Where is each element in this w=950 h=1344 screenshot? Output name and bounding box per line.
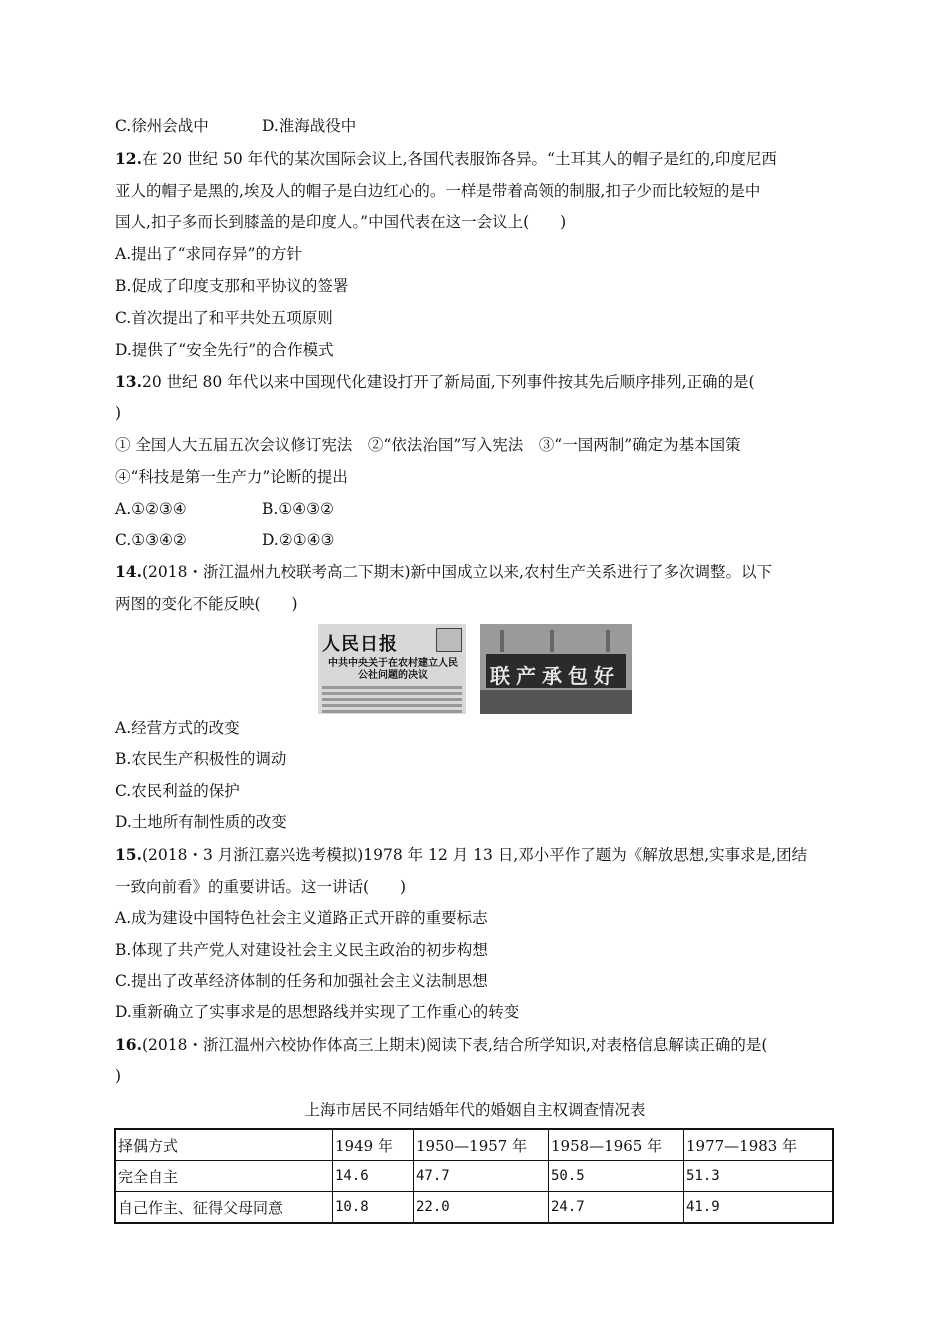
table-cell: 41.9 bbox=[684, 1192, 834, 1224]
q14-number: 14. bbox=[115, 562, 142, 581]
table-cell: 51.3 bbox=[684, 1161, 834, 1192]
table-caption: 上海市居民不同结婚年代的婚姻自主权调查情况表 bbox=[304, 1101, 646, 1119]
survey-table bbox=[114, 1128, 834, 1224]
table-cell: 22.0 bbox=[414, 1192, 549, 1224]
q15-option-a: A.成为建设中国特色社会主义道路正式开辟的重要标志 bbox=[115, 909, 488, 927]
table-row bbox=[115, 1192, 833, 1224]
q14-option-b: B.农民生产积极性的调动 bbox=[115, 750, 287, 768]
q15-stem-line-1: 15.(2018・3 月浙江嘉兴选考模拟)1978 年 12 月 13 日,邓小平作了题为《解放思想,实事求是,团结 bbox=[115, 845, 808, 864]
table-cell: 47.7 bbox=[414, 1161, 549, 1192]
table-cell: 14.6 bbox=[333, 1161, 414, 1192]
banner-text: 联产承包好 bbox=[490, 664, 620, 688]
q14-stem-line-2: 两图的变化不能反映( ) bbox=[115, 595, 298, 613]
contract-banner-photo bbox=[480, 624, 632, 714]
q14-option-c: C.农民利益的保护 bbox=[115, 782, 240, 800]
q11-option-d: D.淮海战役中 bbox=[262, 117, 357, 135]
q12-stem-line-3: 国人,扣子多而长到膝盖的是印度人。”中国代表在这一会议上( ) bbox=[115, 213, 567, 231]
table-cell: 50.5 bbox=[549, 1161, 684, 1192]
q15-number: 15. bbox=[115, 845, 142, 864]
q16-stem-line-1: 16.(2018・浙江温州六校协作体高三上期末)阅读下表,结合所学知识,对表格信息解读正确的是( bbox=[115, 1035, 768, 1054]
q16-number: 16. bbox=[115, 1035, 142, 1054]
q13-stem-line-1: 13.20 世纪 80 年代以来中国现代化建设打开了新局面,下列事件按其先后顺序排列,正确的是( bbox=[115, 372, 755, 391]
q12-option-b: B.促成了印度支那和平协议的签署 bbox=[115, 277, 349, 295]
newspaper-image bbox=[318, 624, 466, 714]
q12-option-d: D.提供了“安全先行”的合作模式 bbox=[115, 341, 334, 359]
q15-option-d: D.重新确立了实事求是的思想路线并实现了工作重心的转变 bbox=[115, 1003, 520, 1021]
q12-option-a: A.提出了“求同存异”的方针 bbox=[115, 245, 302, 263]
newspaper-text-line bbox=[322, 704, 462, 707]
flag-pole bbox=[550, 630, 554, 652]
newspaper-headline: 中共中央关于在农村建立人民公社问题的决议 bbox=[328, 658, 458, 681]
crowd bbox=[480, 690, 632, 714]
q12-stem-line-1: 12.在 20 世纪 50 年代的某次国际会议上,各国代表服饰各异。“土耳其人的帽子是红的,印度尼西 bbox=[115, 149, 777, 168]
q13-option-b: B.①④③② bbox=[262, 500, 334, 518]
table-header-cell: 1949 年 bbox=[333, 1129, 414, 1161]
table-header-cell: 1958—1965 年 bbox=[549, 1129, 684, 1161]
newspaper-text-line bbox=[322, 692, 462, 695]
q15-option-b: B.体现了共产党人对建设社会主义民主政治的初步构想 bbox=[115, 941, 488, 959]
q13-items-line-1: ① 全国人大五届五次会议修订宪法 ②“依法治国”写入宪法 ③“一国两制”确定为基本国策 bbox=[115, 436, 741, 454]
q14-option-a: A.经营方式的改变 bbox=[115, 719, 240, 737]
q15-stem-line-2: 一致向前看》的重要讲话。这一讲话( ) bbox=[115, 878, 407, 896]
table-header-cell: 1950—1957 年 bbox=[414, 1129, 549, 1161]
table-row bbox=[115, 1161, 833, 1192]
q14-figures bbox=[318, 624, 632, 714]
table-cell: 自己作主、征得父母同意 bbox=[115, 1192, 333, 1224]
q13-items-line-2: ④“科技是第一生产力”论断的提出 bbox=[115, 468, 348, 486]
newspaper-masthead: 人民日报 bbox=[322, 634, 398, 655]
q13-stem-line-2: ) bbox=[115, 404, 122, 422]
newspaper-text-line bbox=[322, 698, 462, 701]
flag-pole bbox=[500, 630, 504, 652]
q13-option-a: A.①②③④ bbox=[115, 500, 187, 518]
table-header-cell: 择偶方式 bbox=[115, 1129, 333, 1161]
flag-pole bbox=[606, 630, 610, 652]
q12-option-c: C.首次提出了和平共处五项原则 bbox=[115, 309, 333, 327]
q11-option-c: C.徐州会战中 bbox=[115, 117, 209, 135]
newspaper-text-line bbox=[322, 710, 462, 713]
q15-option-c: C.提出了改革经济体制的任务和加强社会主义法制思想 bbox=[115, 972, 488, 990]
q13-option-c: C.①③④② bbox=[115, 531, 187, 549]
table-header-row bbox=[115, 1129, 833, 1161]
q16-stem-line-2: ) bbox=[115, 1067, 122, 1085]
newspaper-text-line bbox=[322, 686, 462, 689]
newspaper-corner-box bbox=[436, 628, 462, 652]
table-header-cell: 1977—1983 年 bbox=[684, 1129, 834, 1161]
table-cell: 24.7 bbox=[549, 1192, 684, 1224]
q12-number: 12. bbox=[115, 149, 142, 168]
q13-option-d: D.②①④③ bbox=[262, 531, 335, 549]
q14-stem-line-1: 14.(2018・浙江温州九校联考高二下期末)新中国成立以来,农村生产关系进行了多次调整。以下 bbox=[115, 562, 772, 581]
q13-number: 13. bbox=[115, 372, 142, 391]
q12-stem-line-2: 亚人的帽子是黑的,埃及人的帽子是白边红心的。一样是带着高领的制服,扣子少而比较短的是中 bbox=[115, 182, 761, 200]
q14-option-d: D.土地所有制性质的改变 bbox=[115, 813, 287, 831]
table-cell: 10.8 bbox=[333, 1192, 414, 1224]
table-cell: 完全自主 bbox=[115, 1161, 333, 1192]
